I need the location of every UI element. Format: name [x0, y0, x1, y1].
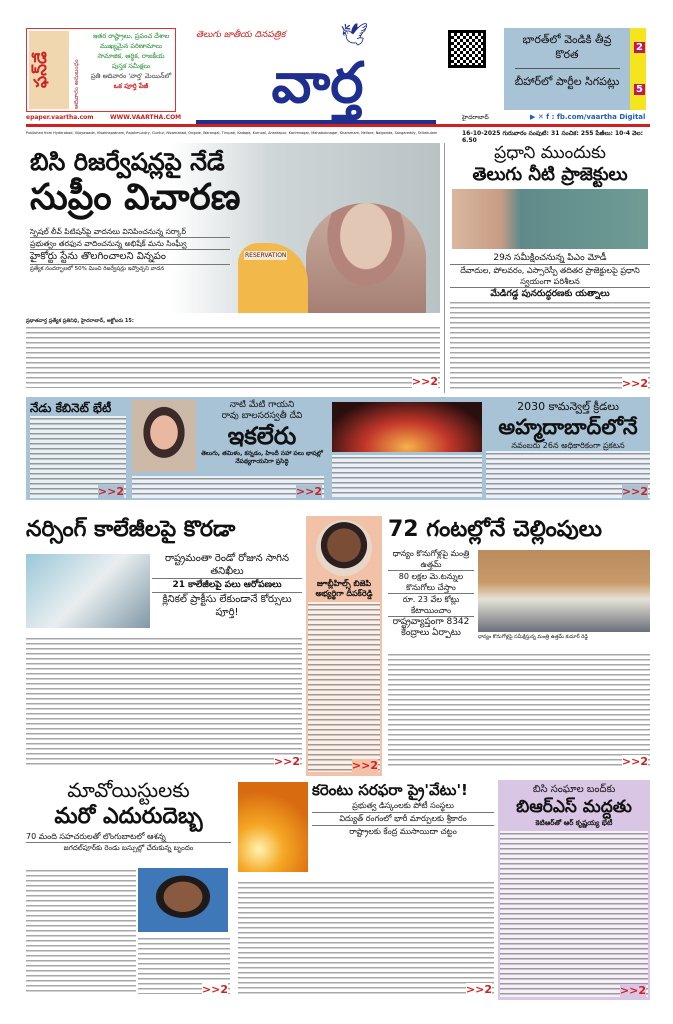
continued-link[interactable]: >>2: [621, 485, 648, 498]
nursing-photo: [26, 554, 150, 628]
continued-link[interactable]: >>2: [273, 755, 300, 768]
singer-name: రావు బాలసరస్వతీ దేవి: [221, 411, 303, 421]
right-kicker: ప్రధాని ముందుకు: [494, 143, 606, 163]
power-body: [238, 880, 494, 996]
continued-link[interactable]: >>2: [411, 375, 438, 388]
brs-headline: బిఆర్‌ఎస్ మద్దతు: [516, 797, 632, 817]
jubilee-headline: జూబ్లీహిల్స్ బిజెపి అభ్యర్థిగా దీపక్‌రెడ్డి: [315, 579, 373, 598]
social-link[interactable]: fb.com/vaartha Digital: [556, 113, 646, 121]
teaser-page-strip: [630, 28, 646, 110]
games-headline: అహ్మదాబాద్‌లోనే: [498, 415, 638, 439]
tagline: తెలుగు జాతీయ దినపత్రిక: [196, 30, 286, 40]
maoists-headline-2: మరో ఎదురుదెబ్బ: [54, 804, 203, 829]
supreme-court-image: [306, 203, 426, 313]
dove-icon: 🕊: [340, 23, 368, 48]
deepak-photo: [316, 520, 372, 576]
power-tower-photo: [238, 782, 308, 872]
epaper-link[interactable]: epaper.vaartha.com: [26, 114, 94, 121]
minister-meeting-photo: [478, 550, 650, 632]
singer-sub: తెలుగు, తమిళం, కన్నడం, హిందీ సహా పలు భాషల్లో నేపథ్యగాయనిగా ప్రసిద్ధి: [201, 450, 323, 465]
payments-sub: 80 లక్షల మె.టన్నుల కొనుగోలు చేస్తాం: [388, 571, 474, 594]
lead-sub: ప్రభుత్వం తరఫున వాదించనున్న అభిషేక్ మను సింఘ్వీ: [30, 238, 230, 250]
right-sub: మేడిగడ్డ పునరుద్ధరణకు యత్నాలు: [450, 287, 650, 300]
reservation-label: RESERVATION: [245, 252, 287, 259]
lead-body: [26, 318, 440, 388]
teaser-2-page: 5: [636, 84, 643, 95]
qr-code-icon[interactable]: [448, 30, 486, 68]
social-icons[interactable]: ▶ ✕ f : fb.com/vaartha Digital: [530, 113, 646, 121]
brs-sub: కెటిఆర్‌తో ఆర్ కృష్ణయ్య భేటీ: [535, 819, 613, 827]
maoists-body: [26, 868, 136, 996]
promo-line: ముఖ్యమైన పరిణామాలు: [99, 42, 163, 50]
cabinet-headline: నేడు కేబినెట్ భేటీ: [30, 401, 112, 415]
continued-link[interactable]: >>2: [621, 755, 648, 768]
right-sub: 29న సమీక్షించనున్న పిఎం మోడీ: [450, 252, 650, 265]
payments-sub: రాష్ట్రవ్యాప్తంగా 8342 కేంద్రాలు ఏర్పాటు: [392, 617, 470, 638]
right-body: [450, 300, 650, 390]
continued-link[interactable]: >>2: [201, 983, 228, 996]
lead-headline-1: బిసి రిజర్వేషన్లపై నేడే: [30, 148, 225, 176]
games-body: [486, 451, 650, 498]
games-kicker: 2030 కామన్వెల్త్ క్రీడలు: [517, 400, 619, 413]
teaser-1-page: 2: [636, 42, 643, 53]
maoists-headline-1: మావోయిస్టులకు: [67, 778, 190, 802]
lead-sub: హైకోర్టు స్టేను తొలగించాలని విన్నపం: [30, 250, 230, 265]
maoists-sub: 70 మంది సహచరులతో లొంగుబాటలో ఆశన్న: [26, 831, 231, 843]
modi-projects-image: [452, 189, 648, 249]
power-sub: విద్యుత్ రంగంలో భారీ మార్పులకు శ్రీకారం: [312, 813, 494, 826]
payments-sub: రూ. 23 వేల కోట్లు కేటాయించాం: [388, 594, 474, 617]
singer-body: [132, 476, 324, 498]
promo-box[interactable]: [26, 28, 176, 112]
games-sub: నవంబరు 26న అధికారికంగా ప్రకటన: [511, 441, 625, 450]
teaser-1[interactable]: భారత్‌లో వెండికి తీవ్ర కొరత: [522, 33, 612, 61]
continued-link[interactable]: >>2: [295, 485, 322, 498]
nursing-sub: క్లినికల్ ప్రాక్టీసు లేకుండానే కోర్సులు పూర్తి!: [162, 594, 292, 618]
lead-sub: స్పెషల్ లీవ్ పిటిషన్‌పై వాదనలు వినిపించనున్న సర్కార్: [30, 226, 230, 238]
maoists-body-2: [138, 936, 230, 996]
brs-kicker: బిసి సంఘాల బంద్‌కు: [532, 784, 616, 795]
lead-headline-2: సుప్రీం విచారణ: [30, 177, 241, 218]
issue-dateline: 16-10-2025 గురువారం సంపుటి: 31 సంచిక: 255 పేజీలు: 10-4 వెల: 6.50: [462, 130, 644, 144]
jubilee-body: [308, 602, 380, 772]
payments-body: [388, 652, 650, 768]
nursing-headline: నర్సింగ్ కాలేజీలపై కొరడా: [26, 517, 236, 542]
cabinet-body: [30, 416, 126, 498]
promo-line: పుస్తక సమీక్షలు: [111, 62, 151, 70]
power-sub: ప్రభుత్వ డిస్కంలకు పోటీ సంస్థలు: [312, 800, 494, 813]
payments-sub: ధాన్యం కొనుగోళ్లపై మంత్రి ఉత్తమ్: [388, 548, 474, 571]
teaser-2[interactable]: బీహార్‌లో పార్టీల సిగపట్లు: [514, 75, 620, 88]
power-headline: కరెంటు సరఫరా ప్రై'వేటు'!: [312, 781, 468, 799]
nursing-sub: రాష్ట్రమంతా రెండో రోజున సాగిన తనిఖీలు: [152, 552, 302, 579]
promo-line: సామాజిక, ఆర్థిక, రాజకీయ: [97, 52, 165, 60]
nursing-body: [26, 636, 302, 768]
brs-body: [500, 831, 648, 997]
header-rule: [26, 124, 650, 127]
website-link[interactable]: WWW.VAARTHA.COM: [110, 114, 182, 121]
singer-kicker: నాటి మేటి గాయని: [229, 400, 295, 410]
masthead-logo: వార్త: [271, 51, 364, 116]
promo-line: ప్రతి ఆదివారం 'వార్త' మెయిన్‌లో: [90, 72, 172, 80]
promo-logo: ఫన్‌డే: [29, 31, 69, 109]
nursing-sub: 21 కాలేజీలపై పలు ఆరోపణలు: [152, 579, 302, 593]
continued-link[interactable]: >>2: [465, 983, 492, 996]
singer-photo: [132, 400, 196, 472]
singer-headline: ఇకలేరు: [227, 422, 297, 450]
asanna-photo: [138, 868, 228, 932]
lead-dateline: ప్రభాతవార్త ప్రత్యేక ప్రతినిధి, హైదరాబాద్, అక్టోబరు 15:: [26, 318, 134, 324]
promo-line: ఒక పూర్తి పేజీ: [113, 82, 149, 90]
promo-line: ఇతర రాష్ట్రాలు, ప్రపంచ దేశాల: [92, 32, 170, 40]
promo-tagline: ఆదివారం అనుబంధం: [73, 59, 80, 109]
payments-caption: ధాన్యం కొనుగోళ్లపై సమీక్షిస్తున్న మంత్రి ఉత్తమ్ కుమార్ రెడ్డి: [478, 634, 588, 640]
right-sub: దేవాదుల, పోలవరం, ఎస్సారెస్పీ తదితర ప్రాజెక్టులపై ప్రధాని స్వయంగా పరిశీలన: [460, 266, 640, 286]
lead-sub: ప్రత్యేక సందర్భాలలో 50% మించి రిజర్వేషన్లు ఇవ్వొచ్చని వాదన: [30, 266, 165, 272]
right-headline: తెలుగు నీటి ప్రాజెక్టులు: [472, 164, 628, 185]
continued-link[interactable]: >>2: [97, 485, 124, 498]
games-body-left: [332, 455, 482, 498]
power-sub: రాష్ట్రాలకు కేంద్ర ముసాయిదా చట్టం: [349, 827, 457, 836]
city-label: హైదరాబాద్: [462, 114, 489, 121]
maoists-sub: జగదల్‌పూర్‌కు రెండు బస్సుల్లో చేరుకున్న బృందం: [63, 844, 194, 852]
continued-link[interactable]: >>2: [621, 377, 648, 390]
games-photo: [332, 402, 482, 452]
continued-link[interactable]: >>2: [619, 984, 646, 997]
payments-headline: 72 గంటల్లోనే చెల్లింపులు: [388, 517, 602, 542]
continued-link[interactable]: >>2: [351, 759, 378, 772]
published-from: Published from Hyderabad, Vijayawada, Visakhapatnam, Rajahmundry, Guntur, Nizamabad, Ongole, Warangal, Tirupati, Kadapa, Kurnool, Anantapur, Karimnagar, Mahabubnagar, Khammam, Nellore, Nalgonda, Sangareddy, Srikakulam: [26, 131, 438, 135]
